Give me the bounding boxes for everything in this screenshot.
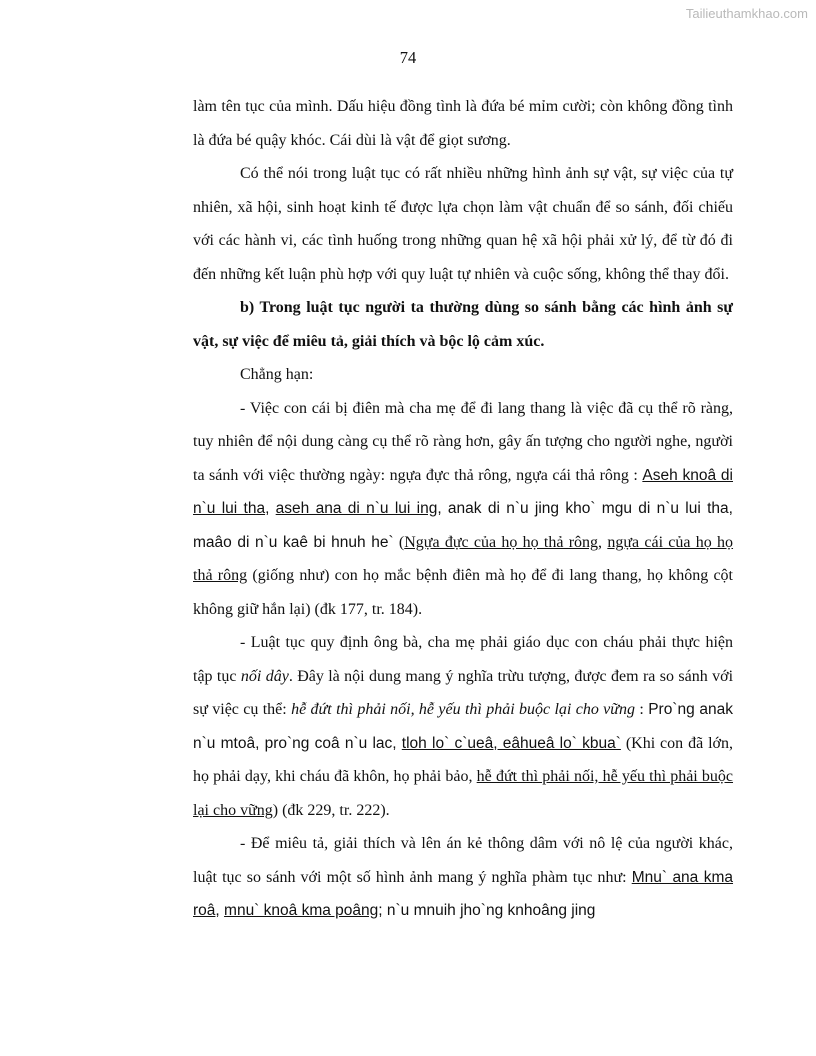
- quote-ede-6: Mnu` ana kma roâ: [193, 868, 734, 919]
- paragraph-example-2: [193, 626, 733, 827]
- term-noi-day: nối dây: [240, 667, 289, 685]
- section-heading-b: [193, 291, 733, 358]
- paragraph-continuation: làm tên tục của mình. Dấu hiệu đồng tình là đứa bé mỉm cười; còn không đồng tình là đứa bé quậy khóc. Cái dùi là vật để giọt sương.: [193, 98, 733, 149]
- translation-underlined-1: Ngựa đực của họ họ thả rông: [404, 533, 599, 551]
- translation-underlined-3: hễ đứt thì phải nối, hễ yếu thì phải buộc lại cho vững: [193, 768, 734, 819]
- quote-separator-2: ,: [215, 902, 225, 919]
- watermark: Tailieuthamkhao.com: [685, 6, 808, 21]
- example-3-lead: - Để miêu tả, giải thích và lên án kẻ thông dâm với nô lệ của người khác, luật tục so sánh với một số hình ảnh mang ý nghĩa phàm tục như:: [193, 835, 733, 886]
- quote-ede-2: aseh ana di n`u lui ing: [275, 500, 438, 517]
- example-2-middle: . Đây là nội dung mang ý nghĩa trừu tượng, được đem ra so sánh với sự việc cụ thể:: [193, 667, 734, 718]
- quote-separator: ,: [265, 500, 276, 517]
- quote-ede-4: Pro`ng anak n`u mtoâ, pro`ng coâ n`u lac,: [193, 701, 733, 752]
- quote-ede-8: ; n`u mnuih jho`ng knhoâng jing: [378, 902, 596, 919]
- paragraph-comparison-overview: Có thể nói trong luật tục có rất nhiều những hình ảnh sự vật, sự việc của tự nhiên, xã hội, sinh hoạt kinh tế được lựa chọn làm vật chuẩn để so sánh, đối chiếu với các hành vi, các tình huống trong những quan hệ xã hội phải xử lý, để từ đó đi đến những kết luận phù hợp với quy luật tự nhiên và cuộc sống, không thể thay đổi.: [193, 165, 733, 283]
- translation-open-2: (Khi con đã lớn, họ phải dạy, khi cháu đã khôn, họ phải bảo,: [193, 734, 733, 785]
- paragraph-example-3: [193, 827, 733, 928]
- translation-separator: ,: [598, 533, 608, 551]
- example-1-lead: - Việc con cái bị điên mà cha mẹ để đi lang thang là việc đã cụ thể rõ ràng, tuy nhiên để nội dung càng cụ thể rõ ràng hơn, gây ấn tượng cho người nghe, người ta sánh với việc thường ngày: ngựa đực thả rông, ngựa cái thả rông :: [193, 399, 733, 484]
- page-number: 74: [399, 48, 417, 67]
- comparison-phrase: hễ đứt thì phải nối, hễ yếu thì phải buộc lại cho vững: [291, 701, 636, 718]
- translation-rest-2: ) (đk 229, tr. 222).: [272, 801, 390, 819]
- translation-underlined-2: ngựa cái của họ họ thả rông: [193, 533, 734, 584]
- paragraph-example-intro: Chẳng hạn:: [240, 366, 314, 383]
- quote-ede-5: tloh lo` c`ueâ, eâhueâ lo` kbua`: [401, 734, 621, 752]
- paragraph-example-1: [193, 392, 733, 627]
- quote-ede-3: , anak di n`u jing kho` mgu di n`u lui tha, maâo di n`u kaê bi hnuh he`: [193, 500, 733, 551]
- quote-ede-7: mnu` knoâ kma poâng: [224, 902, 379, 919]
- translation-rest: (giống như) con họ mắc bệnh điên mà họ để đi lang thang, họ không cột không giữ hắn lại) (đk 177, tr. 184).: [193, 567, 734, 618]
- translation-open: (: [393, 533, 405, 551]
- colon: :: [635, 701, 649, 718]
- example-2-lead: - Luật tục quy định ông bà, cha mẹ phải giáo dục con cháu phải thực hiện tập tục: [193, 634, 733, 685]
- section-heading-text: b) Trong luật tục người ta thường dùng so sánh bằng các hình ảnh sự vật, sự việc để miêu tả, giải thích và bộc lộ cảm xúc.: [193, 299, 733, 350]
- document-body: [193, 90, 733, 928]
- quote-ede-1: Aseh knoâ di n`u lui tha: [193, 466, 733, 517]
